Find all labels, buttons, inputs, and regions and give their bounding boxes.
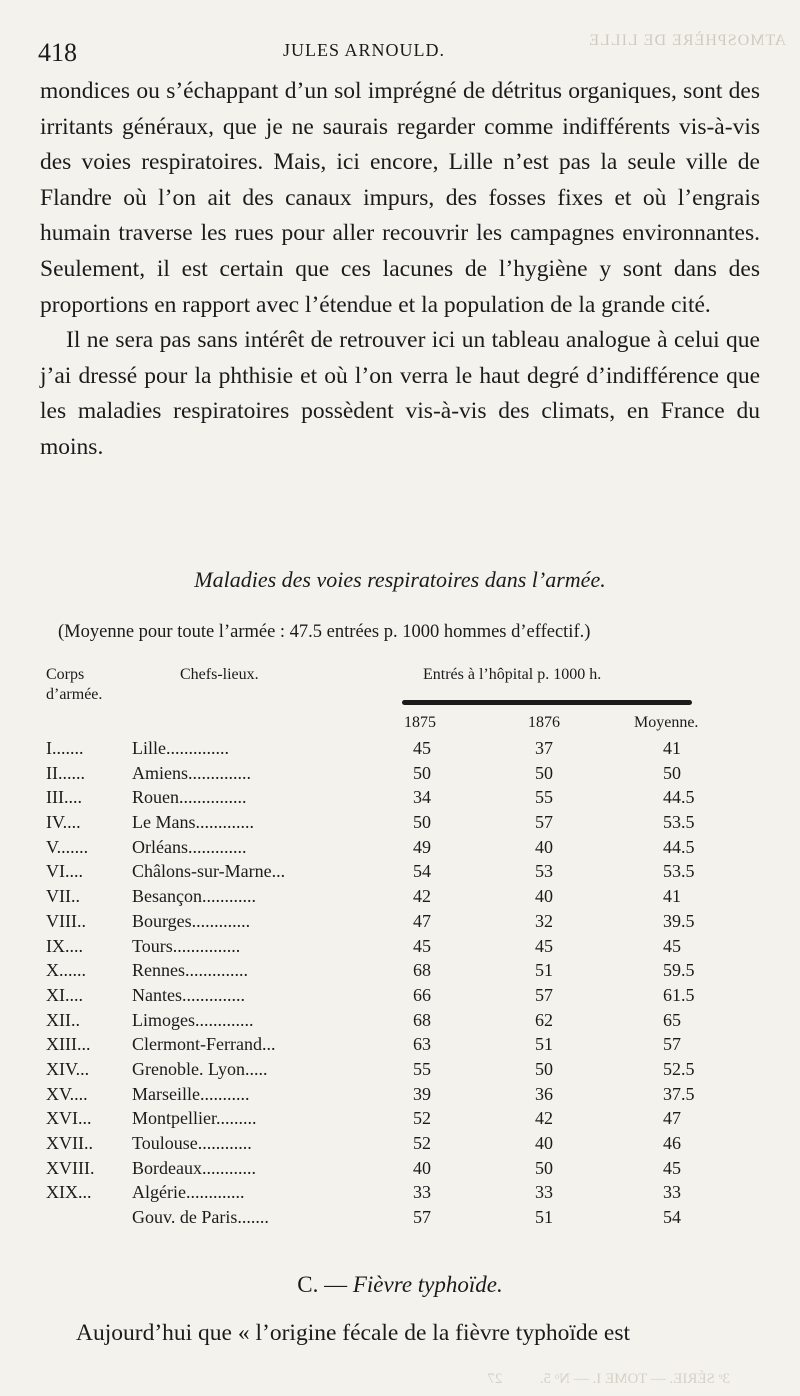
average-cell: 39.5 — [663, 910, 695, 931]
corps-cell: XIX... — [46, 1182, 92, 1203]
value-1875-cell: 33 — [413, 1182, 431, 1203]
table-title: Maladies des voies respiratoires dans l’armée. — [194, 567, 606, 592]
average-cell: 44.5 — [663, 787, 695, 808]
bleed-through-footer: 3ᵉ SÉRIE. — TOME I. — Nᵒ 5. 27 — [487, 1371, 730, 1387]
value-1875-cell: 45 — [413, 738, 431, 758]
value-1875-cell: 63 — [413, 1034, 431, 1055]
corps-cell: XII.. — [46, 1009, 80, 1030]
col-head-corps-2: d’armée. — [46, 686, 103, 703]
value-1876-cell: 50 — [535, 1157, 553, 1178]
city-cell: Algérie............. — [132, 1182, 245, 1203]
corps-cell: XV.... — [46, 1083, 88, 1104]
average-cell: 65 — [663, 1009, 681, 1030]
city-cell: Tours............... — [132, 935, 241, 956]
table-row — [0, 1084, 800, 1109]
table-row — [0, 1059, 800, 1084]
city-cell: Besançon............ — [132, 886, 256, 907]
value-1875-cell: 47 — [413, 910, 431, 931]
col-head-chefs-lieux: Chefs-lieux. — [180, 666, 259, 683]
col-head-1876: 1876 — [528, 714, 560, 731]
table-row — [0, 1133, 800, 1158]
table-row — [0, 861, 800, 886]
table-row — [0, 787, 800, 812]
value-1875-cell: 55 — [413, 1058, 431, 1079]
table-row — [0, 886, 800, 911]
value-1876-cell: 53 — [535, 861, 553, 882]
city-cell: Marseille........... — [132, 1083, 250, 1104]
average-cell: 53.5 — [663, 812, 695, 833]
corps-cell: XVIII. — [46, 1157, 95, 1178]
col-head-corps: Corps — [46, 666, 85, 683]
page-number: 418 — [38, 38, 77, 67]
city-cell: Amiens.............. — [132, 762, 251, 783]
value-1875-cell: 57 — [413, 1207, 431, 1228]
value-1876-cell: 51 — [535, 1034, 553, 1055]
city-cell: Rennes.............. — [132, 960, 248, 981]
value-1875-cell: 40 — [413, 1157, 431, 1178]
corps-cell: II...... — [46, 762, 85, 783]
value-1876-cell: 33 — [535, 1182, 553, 1203]
city-cell: Le Mans............. — [132, 812, 254, 833]
average-cell: 46 — [663, 1133, 681, 1153]
col-head-moyenne: Moyenne. — [634, 714, 699, 731]
corps-cell: III.... — [46, 787, 82, 808]
table-row — [0, 1207, 800, 1232]
city-cell: Bourges............. — [132, 910, 251, 931]
value-1875-cell: 54 — [413, 861, 431, 882]
city-cell: Châlons-sur-Marne... — [132, 861, 286, 882]
corps-cell: I....... — [46, 738, 84, 758]
corps-cell: XIV... — [46, 1058, 90, 1079]
city-cell: Toulouse............ — [132, 1133, 252, 1153]
city-cell: Nantes.............. — [132, 984, 245, 1005]
value-1875-cell: 52 — [413, 1133, 431, 1153]
value-1876-cell: 57 — [535, 984, 553, 1005]
bleed-through-text: ATMOSPHÈRE DE LILLE — [588, 32, 786, 49]
value-1876-cell: 50 — [535, 762, 553, 783]
corps-cell: XVII.. — [46, 1133, 93, 1153]
average-cell: 45 — [663, 935, 681, 956]
average-cell: 44.5 — [663, 836, 695, 857]
value-1875-cell: 68 — [413, 960, 431, 981]
paragraph-start: Aujourd’hui que « l’origine fécale de la fièvre typhoïde est — [76, 1320, 631, 1346]
section-heading: Fièvre typhoïde. — [352, 1272, 503, 1297]
value-1875-cell: 39 — [413, 1083, 431, 1104]
section-label: C. — — [297, 1272, 348, 1297]
corps-cell: VIII.. — [46, 910, 86, 931]
value-1876-cell: 62 — [535, 1009, 553, 1030]
paragraph-intro-table: Il ne sera pas sans intérêt de retrouver ici un tableau analogue à celui que j’ai dressé pour la phthisie et où l’on verra le haut degré d’indifférence que les maladies respiratoires possèdent vis-à-vis des climats, en France du moins. — [40, 327, 760, 460]
value-1875-cell: 50 — [413, 812, 431, 833]
paragraph-continued: mondices ou s’échappant d’un sol imprégné de détritus organiques, sont des irritants généraux, que je ne saurais regarder comme indifférents vis-à-vis des voies respiratoires. Mais, ici encore, Lille n’est pas la seule ville de Flandre où l’on ait des canaux impurs, des fosses fixes et où l’engrais humain traverse les rues pour aller recouvrir les campagnes environnantes. Seulement, il est certain que ces lacunes de l’hygiène y sont dans des proportions en rapport avec l’étendue et la population de la grande cité. — [40, 78, 760, 318]
value-1875-cell: 50 — [413, 762, 431, 783]
average-cell: 61.5 — [663, 984, 695, 1005]
table-row — [0, 1108, 800, 1133]
value-1876-cell: 40 — [535, 1133, 553, 1153]
average-cell: 41 — [663, 886, 681, 907]
table-row — [0, 837, 800, 862]
section-title — [0, 1272, 800, 1298]
body-text — [40, 74, 760, 466]
value-1876-cell: 40 — [535, 886, 553, 907]
value-1876-cell: 55 — [535, 787, 553, 808]
average-cell: 41 — [663, 738, 681, 758]
average-cell: 53.5 — [663, 861, 695, 882]
corps-cell: IV.... — [46, 812, 81, 833]
average-cell: 50 — [663, 762, 681, 783]
city-cell: Clermont-Ferrand... — [132, 1034, 276, 1055]
table-row — [0, 911, 800, 936]
value-1876-cell: 40 — [535, 836, 553, 857]
table-row — [0, 1158, 800, 1183]
value-1876-cell: 36 — [535, 1083, 553, 1104]
city-cell: Grenoble. Lyon..... — [132, 1058, 268, 1079]
city-cell: Limoges............. — [132, 1009, 254, 1030]
city-cell: Lille.............. — [132, 738, 229, 758]
average-cell: 37.5 — [663, 1083, 695, 1104]
average-cell: 57 — [663, 1034, 681, 1055]
table-note: (Moyenne pour toute l’armée : 47.5 entrées p. 1000 hommes d’effectif.) — [58, 622, 591, 642]
value-1876-cell: 51 — [535, 1207, 553, 1228]
col-head-entries: Entrés à l’hôpital p. 1000 h. — [423, 666, 602, 683]
value-1876-cell: 50 — [535, 1058, 553, 1079]
value-1876-cell: 57 — [535, 812, 553, 833]
value-1876-cell: 51 — [535, 960, 553, 981]
value-1876-cell: 32 — [535, 910, 553, 931]
col-head-1875: 1875 — [404, 714, 436, 731]
city-cell: Bordeaux............ — [132, 1157, 256, 1178]
value-1875-cell: 42 — [413, 886, 431, 907]
table-row — [0, 1182, 800, 1207]
city-cell: Orléans............. — [132, 836, 247, 857]
average-cell: 59.5 — [663, 960, 695, 981]
page-header — [38, 38, 760, 68]
average-cell: 47 — [663, 1108, 681, 1129]
average-cell: 54 — [663, 1207, 681, 1228]
city-cell: Montpellier......... — [132, 1108, 257, 1129]
table-row — [0, 936, 800, 961]
value-1876-cell: 37 — [535, 738, 553, 758]
corps-cell: VI.... — [46, 861, 83, 882]
value-1875-cell: 45 — [413, 935, 431, 956]
value-1876-cell: 45 — [535, 935, 553, 956]
table-row — [0, 738, 800, 763]
value-1875-cell: 34 — [413, 787, 431, 808]
corps-cell: XI.... — [46, 984, 83, 1005]
corps-cell: VII.. — [46, 886, 80, 907]
value-1875-cell: 68 — [413, 1009, 431, 1030]
corps-cell: XVI... — [46, 1108, 92, 1129]
table-row — [0, 1010, 800, 1035]
table-row — [0, 812, 800, 837]
header-rule — [402, 700, 692, 705]
value-1875-cell: 66 — [413, 984, 431, 1005]
table-row — [0, 1034, 800, 1059]
value-1875-cell: 49 — [413, 836, 431, 857]
table-row — [0, 763, 800, 788]
city-cell: Gouv. de Paris....... — [132, 1207, 269, 1228]
table-body — [0, 738, 800, 1232]
average-cell: 52.5 — [663, 1058, 695, 1079]
corps-cell: X...... — [46, 960, 86, 981]
city-cell: Rouen............... — [132, 787, 247, 808]
table-row — [0, 985, 800, 1010]
corps-cell: XIII... — [46, 1034, 91, 1055]
corps-cell: IX.... — [46, 935, 83, 956]
running-head: JULES ARNOULD. — [283, 40, 446, 60]
average-cell: 33 — [663, 1182, 681, 1203]
average-cell: 45 — [663, 1157, 681, 1178]
table-row — [0, 960, 800, 985]
corps-cell: V....... — [46, 836, 89, 857]
value-1876-cell: 42 — [535, 1108, 553, 1129]
value-1875-cell: 52 — [413, 1108, 431, 1129]
